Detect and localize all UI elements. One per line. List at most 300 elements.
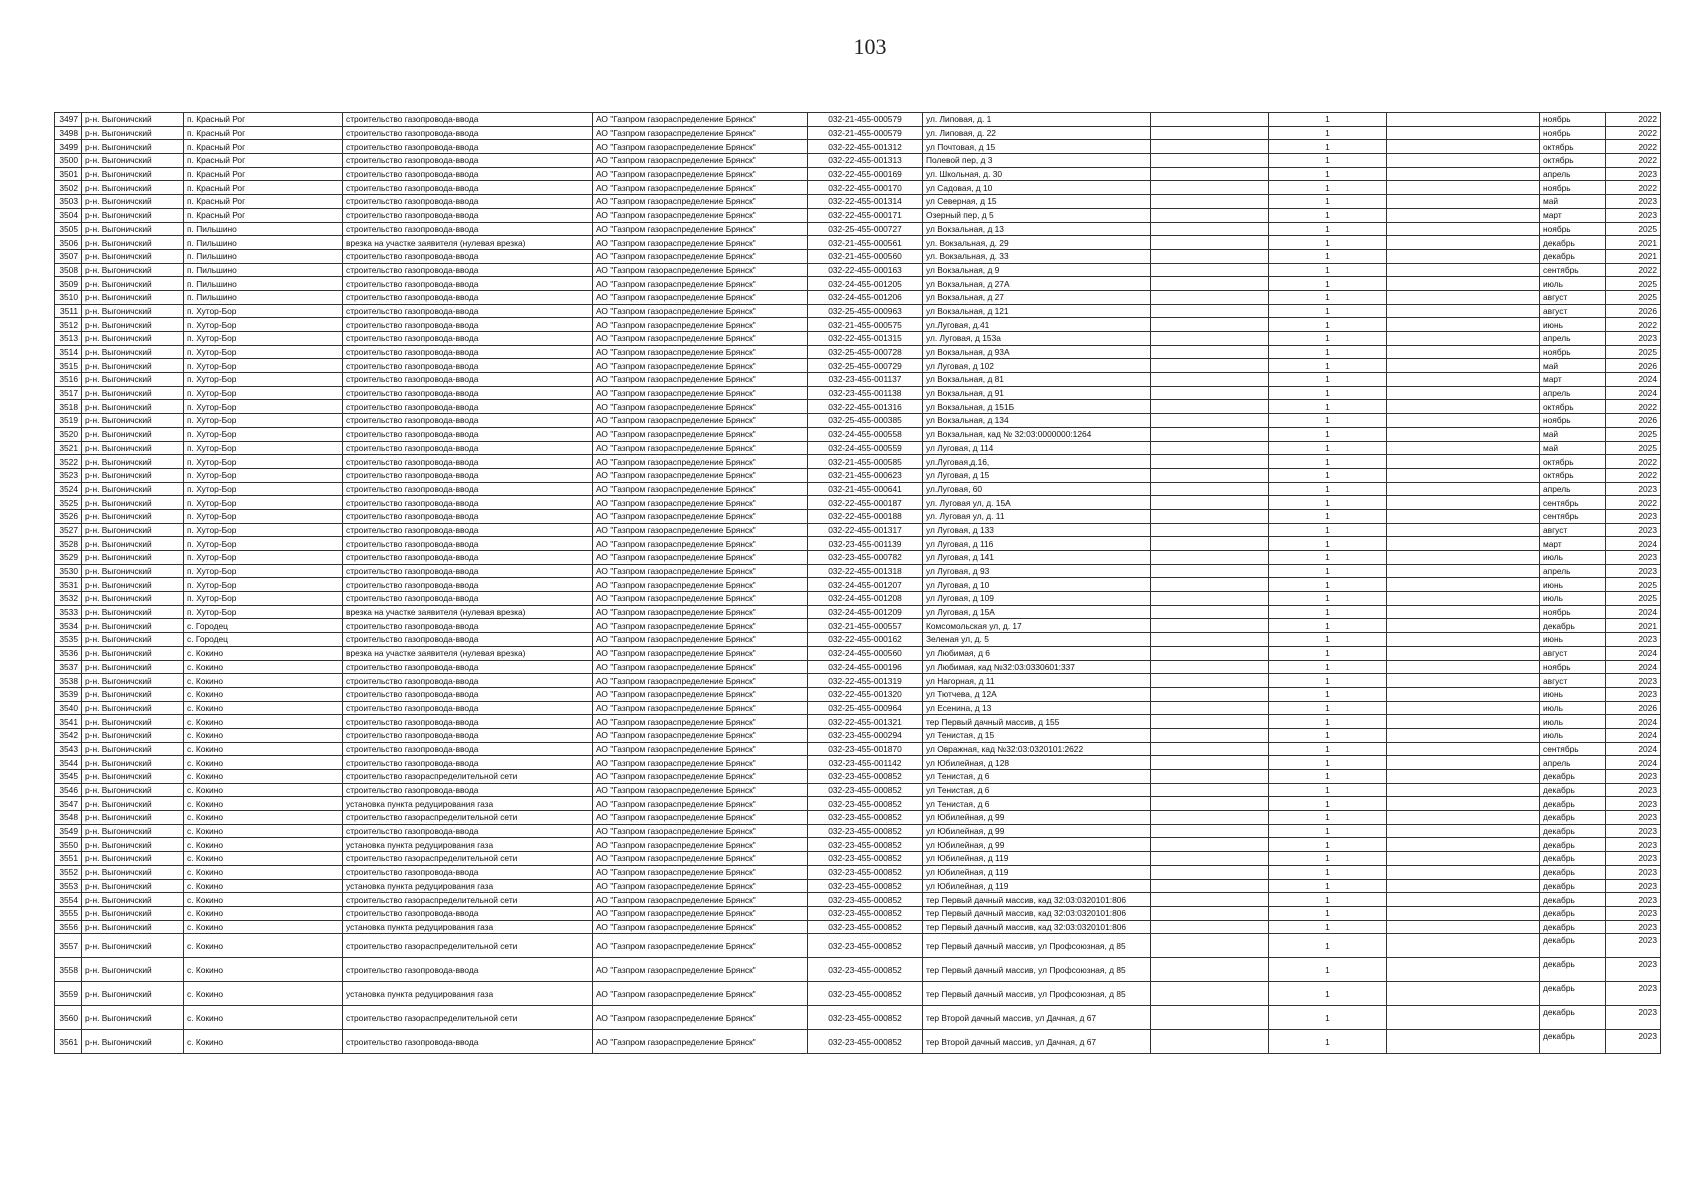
table-row	[55, 838, 1661, 852]
organization-cell: АО "Газпром газораспределение Брянск"	[593, 838, 808, 852]
work-type-cell: строительство газопровода-ввода	[343, 277, 593, 291]
settlement-cell: с. Кокино	[184, 1006, 343, 1030]
row-number: 3525	[55, 496, 82, 510]
year-cell: 2025	[1606, 277, 1661, 291]
year-cell: 2023	[1606, 797, 1661, 811]
table-row	[55, 824, 1661, 838]
month-cell: ноябрь	[1540, 414, 1606, 428]
empty-cell	[1387, 1006, 1540, 1030]
district-cell: р-н. Выгоничский	[82, 427, 184, 441]
row-number: 3528	[55, 537, 82, 551]
application-number-cell: 032-24-455-001205	[808, 277, 923, 291]
month-cell: ноябрь	[1540, 660, 1606, 674]
year-cell: 2022	[1606, 181, 1661, 195]
table-row	[55, 304, 1661, 318]
organization-cell: АО "Газпром газораспределение Брянск"	[593, 687, 808, 701]
empty-cell	[1387, 578, 1540, 592]
row-number: 3507	[55, 249, 82, 263]
quantity-cell: 1	[1269, 893, 1387, 907]
application-number-cell: 032-21-455-000623	[808, 468, 923, 482]
empty-cell	[1151, 208, 1269, 222]
quantity-cell: 1	[1269, 537, 1387, 551]
settlement-cell: п. Хутор-Бор	[184, 564, 343, 578]
work-type-cell: строительство газораспределительной сети	[343, 934, 593, 958]
settlement-cell: с. Кокино	[184, 958, 343, 982]
quantity-cell: 1	[1269, 386, 1387, 400]
district-cell: р-н. Выгоничский	[82, 715, 184, 729]
district-cell: р-н. Выгоничский	[82, 277, 184, 291]
empty-cell	[1151, 113, 1269, 127]
empty-cell	[1387, 236, 1540, 250]
year-cell: 2022	[1606, 126, 1661, 140]
year-cell: 2024	[1606, 386, 1661, 400]
table-row	[55, 982, 1661, 1006]
work-type-cell: строительство газопровода-ввода	[343, 126, 593, 140]
table-row	[55, 701, 1661, 715]
address-cell: ул Тенистая, д 6	[923, 783, 1151, 797]
work-type-cell: строительство газопровода-ввода	[343, 263, 593, 277]
address-cell: ул Вокзальная, д 81	[923, 373, 1151, 387]
application-number-cell: 032-22-455-001312	[808, 140, 923, 154]
application-number-cell: 032-24-455-001208	[808, 592, 923, 606]
application-number-cell: 032-21-455-000561	[808, 236, 923, 250]
application-number-cell: 032-23-455-000852	[808, 1006, 923, 1030]
quantity-cell: 1	[1269, 728, 1387, 742]
empty-cell	[1151, 728, 1269, 742]
address-cell: ул Вокзальная, д 134	[923, 414, 1151, 428]
address-cell: ул Северная, д 15	[923, 195, 1151, 209]
application-number-cell: 032-25-455-000727	[808, 222, 923, 236]
year-cell: 2022	[1606, 496, 1661, 510]
work-type-cell: строительство газопровода-ввода	[343, 373, 593, 387]
application-number-cell: 032-23-455-000852	[808, 824, 923, 838]
table-row	[55, 249, 1661, 263]
work-type-cell: строительство газопровода-ввода	[343, 468, 593, 482]
empty-cell	[1387, 222, 1540, 236]
table-row	[55, 496, 1661, 510]
empty-cell	[1151, 181, 1269, 195]
settlement-cell: п. Хутор-Бор	[184, 523, 343, 537]
quantity-cell: 1	[1269, 167, 1387, 181]
quantity-cell: 1	[1269, 222, 1387, 236]
work-type-cell: строительство газопровода-ввода	[343, 756, 593, 770]
work-type-cell: строительство газопровода-ввода	[343, 824, 593, 838]
application-number-cell: 032-24-455-000558	[808, 427, 923, 441]
empty-cell	[1387, 113, 1540, 127]
work-type-cell: строительство газопровода-ввода	[343, 578, 593, 592]
empty-cell	[1387, 687, 1540, 701]
year-cell: 2022	[1606, 154, 1661, 168]
empty-cell	[1387, 824, 1540, 838]
empty-cell	[1387, 427, 1540, 441]
organization-cell: АО "Газпром газораспределение Брянск"	[593, 236, 808, 250]
empty-cell	[1151, 564, 1269, 578]
organization-cell: АО "Газпром газораспределение Брянск"	[593, 633, 808, 647]
month-cell: август	[1540, 674, 1606, 688]
year-cell: 2023	[1606, 770, 1661, 784]
work-type-cell: строительство газопровода-ввода	[343, 865, 593, 879]
empty-cell	[1387, 126, 1540, 140]
application-number-cell: 032-21-455-000641	[808, 482, 923, 496]
quantity-cell: 1	[1269, 208, 1387, 222]
empty-cell	[1387, 208, 1540, 222]
quantity-cell: 1	[1269, 290, 1387, 304]
address-cell: ул Луговая, д 114	[923, 441, 1151, 455]
application-number-cell: 032-23-455-000852	[808, 852, 923, 866]
work-type-cell: установка пункта редуцирования газа	[343, 838, 593, 852]
row-number: 3510	[55, 290, 82, 304]
settlement-cell: п. Хутор-Бор	[184, 332, 343, 346]
organization-cell: АО "Газпром газораспределение Брянск"	[593, 756, 808, 770]
settlement-cell: п. Хутор-Бор	[184, 509, 343, 523]
application-number-cell: 032-23-455-000852	[808, 865, 923, 879]
month-cell: март	[1540, 208, 1606, 222]
quantity-cell: 1	[1269, 414, 1387, 428]
month-cell: декабрь	[1540, 797, 1606, 811]
year-cell: 2021	[1606, 236, 1661, 250]
work-type-cell: строительство газопровода-ввода	[343, 660, 593, 674]
empty-cell	[1387, 523, 1540, 537]
organization-cell: АО "Газпром газораспределение Брянск"	[593, 1030, 808, 1054]
organization-cell: АО "Газпром газораспределение Брянск"	[593, 674, 808, 688]
address-cell: ул Тютчева, д 12А	[923, 687, 1151, 701]
year-cell: 2023	[1606, 208, 1661, 222]
table-row	[55, 633, 1661, 647]
row-number: 3529	[55, 551, 82, 565]
month-cell: декабрь	[1540, 920, 1606, 934]
work-type-cell: строительство газопровода-ввода	[343, 674, 593, 688]
row-number: 3518	[55, 400, 82, 414]
address-cell: ул Вокзальная, д 27	[923, 290, 1151, 304]
organization-cell: АО "Газпром газораспределение Брянск"	[593, 345, 808, 359]
year-cell: 2025	[1606, 290, 1661, 304]
month-cell: апрель	[1540, 332, 1606, 346]
application-number-cell: 032-22-455-001319	[808, 674, 923, 688]
month-cell: ноябрь	[1540, 126, 1606, 140]
application-number-cell: 032-23-455-001139	[808, 537, 923, 551]
empty-cell	[1387, 386, 1540, 400]
empty-cell	[1387, 674, 1540, 688]
organization-cell: АО "Газпром газораспределение Брянск"	[593, 824, 808, 838]
empty-cell	[1151, 222, 1269, 236]
district-cell: р-н. Выгоничский	[82, 236, 184, 250]
month-cell: апрель	[1540, 167, 1606, 181]
row-number: 3556	[55, 920, 82, 934]
district-cell: р-н. Выгоничский	[82, 482, 184, 496]
address-cell: ул Вокзальная, д 93А	[923, 345, 1151, 359]
table-row	[55, 373, 1661, 387]
settlement-cell: п. Пильшино	[184, 290, 343, 304]
table-row	[55, 441, 1661, 455]
year-cell: 2022	[1606, 400, 1661, 414]
work-type-cell: строительство газопровода-ввода	[343, 414, 593, 428]
month-cell: декабрь	[1540, 1006, 1606, 1030]
application-number-cell: 032-24-455-000559	[808, 441, 923, 455]
work-type-cell: строительство газопровода-ввода	[343, 249, 593, 263]
empty-cell	[1387, 879, 1540, 893]
address-cell: ул.Луговая,д.16,	[923, 455, 1151, 469]
address-cell: тер Первый дачный массив, д 155	[923, 715, 1151, 729]
work-type-cell: врезка на участке заявителя (нулевая врезка)	[343, 646, 593, 660]
settlement-cell: п. Хутор-Бор	[184, 427, 343, 441]
quantity-cell: 1	[1269, 304, 1387, 318]
month-cell: май	[1540, 441, 1606, 455]
row-number: 3508	[55, 263, 82, 277]
month-cell: июль	[1540, 715, 1606, 729]
address-cell: ул Тенистая, д 15	[923, 728, 1151, 742]
month-cell: август	[1540, 523, 1606, 537]
empty-cell	[1387, 920, 1540, 934]
year-cell: 2023	[1606, 982, 1661, 1006]
application-number-cell: 032-23-455-001870	[808, 742, 923, 756]
address-cell: ул Луговая, д 102	[923, 359, 1151, 373]
organization-cell: АО "Газпром газораспределение Брянск"	[593, 304, 808, 318]
empty-cell	[1151, 619, 1269, 633]
table-row	[55, 140, 1661, 154]
empty-cell	[1151, 195, 1269, 209]
page-number: 103	[853, 34, 887, 59]
district-cell: р-н. Выгоничский	[82, 728, 184, 742]
empty-cell	[1151, 715, 1269, 729]
organization-cell: АО "Газпром газораспределение Брянск"	[593, 551, 808, 565]
address-cell: ул. Липовая, д. 1	[923, 113, 1151, 127]
table-row	[55, 195, 1661, 209]
work-type-cell: строительство газопровода-ввода	[343, 113, 593, 127]
empty-cell	[1387, 537, 1540, 551]
organization-cell: АО "Газпром газораспределение Брянск"	[593, 468, 808, 482]
empty-cell	[1151, 482, 1269, 496]
address-cell: ул. Луговая ул, д. 11	[923, 509, 1151, 523]
settlement-cell: п. Хутор-Бор	[184, 345, 343, 359]
empty-cell	[1387, 770, 1540, 784]
empty-cell	[1387, 783, 1540, 797]
application-number-cell: 032-23-455-000852	[808, 770, 923, 784]
table-row	[55, 181, 1661, 195]
settlement-cell: п. Красный Рог	[184, 140, 343, 154]
application-number-cell: 032-21-455-000579	[808, 113, 923, 127]
month-cell: август	[1540, 646, 1606, 660]
row-number: 3519	[55, 414, 82, 428]
table-row	[55, 509, 1661, 523]
quantity-cell: 1	[1269, 770, 1387, 784]
month-cell: декабрь	[1540, 906, 1606, 920]
work-type-cell: строительство газопровода-ввода	[343, 304, 593, 318]
quantity-cell: 1	[1269, 509, 1387, 523]
settlement-cell: п. Красный Рог	[184, 208, 343, 222]
address-cell: Комсомольская ул, д. 17	[923, 619, 1151, 633]
district-cell: р-н. Выгоничский	[82, 934, 184, 958]
empty-cell	[1387, 482, 1540, 496]
year-cell: 2021	[1606, 249, 1661, 263]
quantity-cell: 1	[1269, 811, 1387, 825]
application-number-cell: 032-23-455-000782	[808, 551, 923, 565]
address-cell: ул Юбилейная, д 99	[923, 811, 1151, 825]
address-cell: тер Первый дачный массив, ул Профсоюзная, д 85	[923, 958, 1151, 982]
month-cell: апрель	[1540, 756, 1606, 770]
work-type-cell: строительство газопровода-ввода	[343, 633, 593, 647]
organization-cell: АО "Газпром газораспределение Брянск"	[593, 865, 808, 879]
year-cell: 2022	[1606, 468, 1661, 482]
settlement-cell: с. Кокино	[184, 660, 343, 674]
empty-cell	[1151, 468, 1269, 482]
month-cell: декабрь	[1540, 958, 1606, 982]
district-cell: р-н. Выгоничский	[82, 249, 184, 263]
application-number-cell: 032-23-455-000294	[808, 728, 923, 742]
table-row	[55, 1006, 1661, 1030]
organization-cell: АО "Газпром газораспределение Брянск"	[593, 400, 808, 414]
month-cell: декабрь	[1540, 783, 1606, 797]
empty-cell	[1387, 633, 1540, 647]
work-type-cell: строительство газопровода-ввода	[343, 181, 593, 195]
month-cell: декабрь	[1540, 236, 1606, 250]
application-number-cell: 032-25-455-000963	[808, 304, 923, 318]
table-row	[55, 318, 1661, 332]
quantity-cell: 1	[1269, 1006, 1387, 1030]
settlement-cell: с. Кокино	[184, 852, 343, 866]
table-row	[55, 660, 1661, 674]
row-number: 3553	[55, 879, 82, 893]
application-number-cell: 032-23-455-001137	[808, 373, 923, 387]
settlement-cell: п. Пильшино	[184, 277, 343, 291]
application-number-cell: 032-22-455-001314	[808, 195, 923, 209]
empty-cell	[1151, 783, 1269, 797]
organization-cell: АО "Газпром газораспределение Брянск"	[593, 879, 808, 893]
quantity-cell: 1	[1269, 249, 1387, 263]
work-type-cell: строительство газораспределительной сети	[343, 1006, 593, 1030]
organization-cell: АО "Газпром газораспределение Брянск"	[593, 605, 808, 619]
month-cell: декабрь	[1540, 893, 1606, 907]
empty-cell	[1151, 824, 1269, 838]
year-cell: 2026	[1606, 359, 1661, 373]
year-cell: 2023	[1606, 824, 1661, 838]
address-cell: ул Вокзальная, д 9	[923, 263, 1151, 277]
empty-cell	[1387, 619, 1540, 633]
district-cell: р-н. Выгоничский	[82, 455, 184, 469]
settlement-cell: п. Хутор-Бор	[184, 605, 343, 619]
quantity-cell: 1	[1269, 982, 1387, 1006]
address-cell: ул Юбилейная, д 119	[923, 879, 1151, 893]
work-type-cell: строительство газопровода-ввода	[343, 728, 593, 742]
settlement-cell: с. Кокино	[184, 920, 343, 934]
year-cell: 2025	[1606, 441, 1661, 455]
work-type-cell: строительство газопровода-ввода	[343, 509, 593, 523]
row-number: 3500	[55, 154, 82, 168]
application-number-cell: 032-24-455-001209	[808, 605, 923, 619]
table-row	[55, 906, 1661, 920]
empty-cell	[1387, 551, 1540, 565]
table-row	[55, 455, 1661, 469]
quantity-cell: 1	[1269, 742, 1387, 756]
row-number: 3535	[55, 633, 82, 647]
empty-cell	[1151, 852, 1269, 866]
work-type-cell: строительство газопровода-ввода	[343, 427, 593, 441]
row-number: 3557	[55, 934, 82, 958]
table-row	[55, 290, 1661, 304]
application-number-cell: 032-22-455-001321	[808, 715, 923, 729]
work-type-cell: строительство газопровода-ввода	[343, 564, 593, 578]
row-number: 3514	[55, 345, 82, 359]
empty-cell	[1151, 865, 1269, 879]
address-cell: ул Тенистая, д 6	[923, 797, 1151, 811]
empty-cell	[1151, 906, 1269, 920]
empty-cell	[1387, 592, 1540, 606]
year-cell: 2022	[1606, 263, 1661, 277]
settlement-cell: с. Кокино	[184, 797, 343, 811]
district-cell: р-н. Выгоничский	[82, 1030, 184, 1054]
quantity-cell: 1	[1269, 126, 1387, 140]
work-type-cell: строительство газопровода-ввода	[343, 496, 593, 510]
organization-cell: АО "Газпром газораспределение Брянск"	[593, 1006, 808, 1030]
empty-cell	[1151, 674, 1269, 688]
application-number-cell: 032-25-455-000385	[808, 414, 923, 428]
empty-cell	[1387, 373, 1540, 387]
application-number-cell: 032-22-455-000171	[808, 208, 923, 222]
month-cell: сентябрь	[1540, 509, 1606, 523]
empty-cell	[1151, 140, 1269, 154]
application-number-cell: 032-22-455-000169	[808, 167, 923, 181]
year-cell: 2023	[1606, 687, 1661, 701]
empty-cell	[1387, 509, 1540, 523]
year-cell: 2026	[1606, 304, 1661, 318]
settlement-cell: с. Кокино	[184, 728, 343, 742]
month-cell: октябрь	[1540, 154, 1606, 168]
application-number-cell: 032-22-455-000163	[808, 263, 923, 277]
year-cell: 2023	[1606, 633, 1661, 647]
empty-cell	[1387, 154, 1540, 168]
application-number-cell: 032-23-455-000852	[808, 958, 923, 982]
settlement-cell: с. Кокино	[184, 742, 343, 756]
organization-cell: АО "Газпром газораспределение Брянск"	[593, 660, 808, 674]
empty-cell	[1387, 701, 1540, 715]
district-cell: р-н. Выгоничский	[82, 181, 184, 195]
address-cell: ул Нагорная, д 11	[923, 674, 1151, 688]
table-row	[55, 934, 1661, 958]
row-number: 3533	[55, 605, 82, 619]
empty-cell	[1151, 633, 1269, 647]
month-cell: май	[1540, 359, 1606, 373]
row-number: 3515	[55, 359, 82, 373]
month-cell: май	[1540, 427, 1606, 441]
empty-cell	[1151, 592, 1269, 606]
organization-cell: АО "Газпром газораспределение Брянск"	[593, 277, 808, 291]
empty-cell	[1151, 414, 1269, 428]
year-cell: 2023	[1606, 879, 1661, 893]
quantity-cell: 1	[1269, 236, 1387, 250]
quantity-cell: 1	[1269, 619, 1387, 633]
settlement-cell: с. Кокино	[184, 701, 343, 715]
application-number-cell: 032-25-455-000964	[808, 701, 923, 715]
row-number: 3551	[55, 852, 82, 866]
year-cell: 2023	[1606, 783, 1661, 797]
empty-cell	[1387, 290, 1540, 304]
year-cell: 2023	[1606, 920, 1661, 934]
organization-cell: АО "Газпром газораспределение Брянск"	[593, 482, 808, 496]
month-cell: ноябрь	[1540, 113, 1606, 127]
address-cell: ул.Луговая, д.41	[923, 318, 1151, 332]
district-cell: р-н. Выгоничский	[82, 496, 184, 510]
year-cell: 2026	[1606, 414, 1661, 428]
work-type-cell: строительство газопровода-ввода	[343, 386, 593, 400]
year-cell: 2023	[1606, 958, 1661, 982]
settlement-cell: с. Кокино	[184, 770, 343, 784]
settlement-cell: п. Красный Рог	[184, 126, 343, 140]
quantity-cell: 1	[1269, 674, 1387, 688]
quantity-cell: 1	[1269, 701, 1387, 715]
table-row	[55, 852, 1661, 866]
empty-cell	[1387, 249, 1540, 263]
empty-cell	[1151, 742, 1269, 756]
organization-cell: АО "Газпром газораспределение Брянск"	[593, 181, 808, 195]
